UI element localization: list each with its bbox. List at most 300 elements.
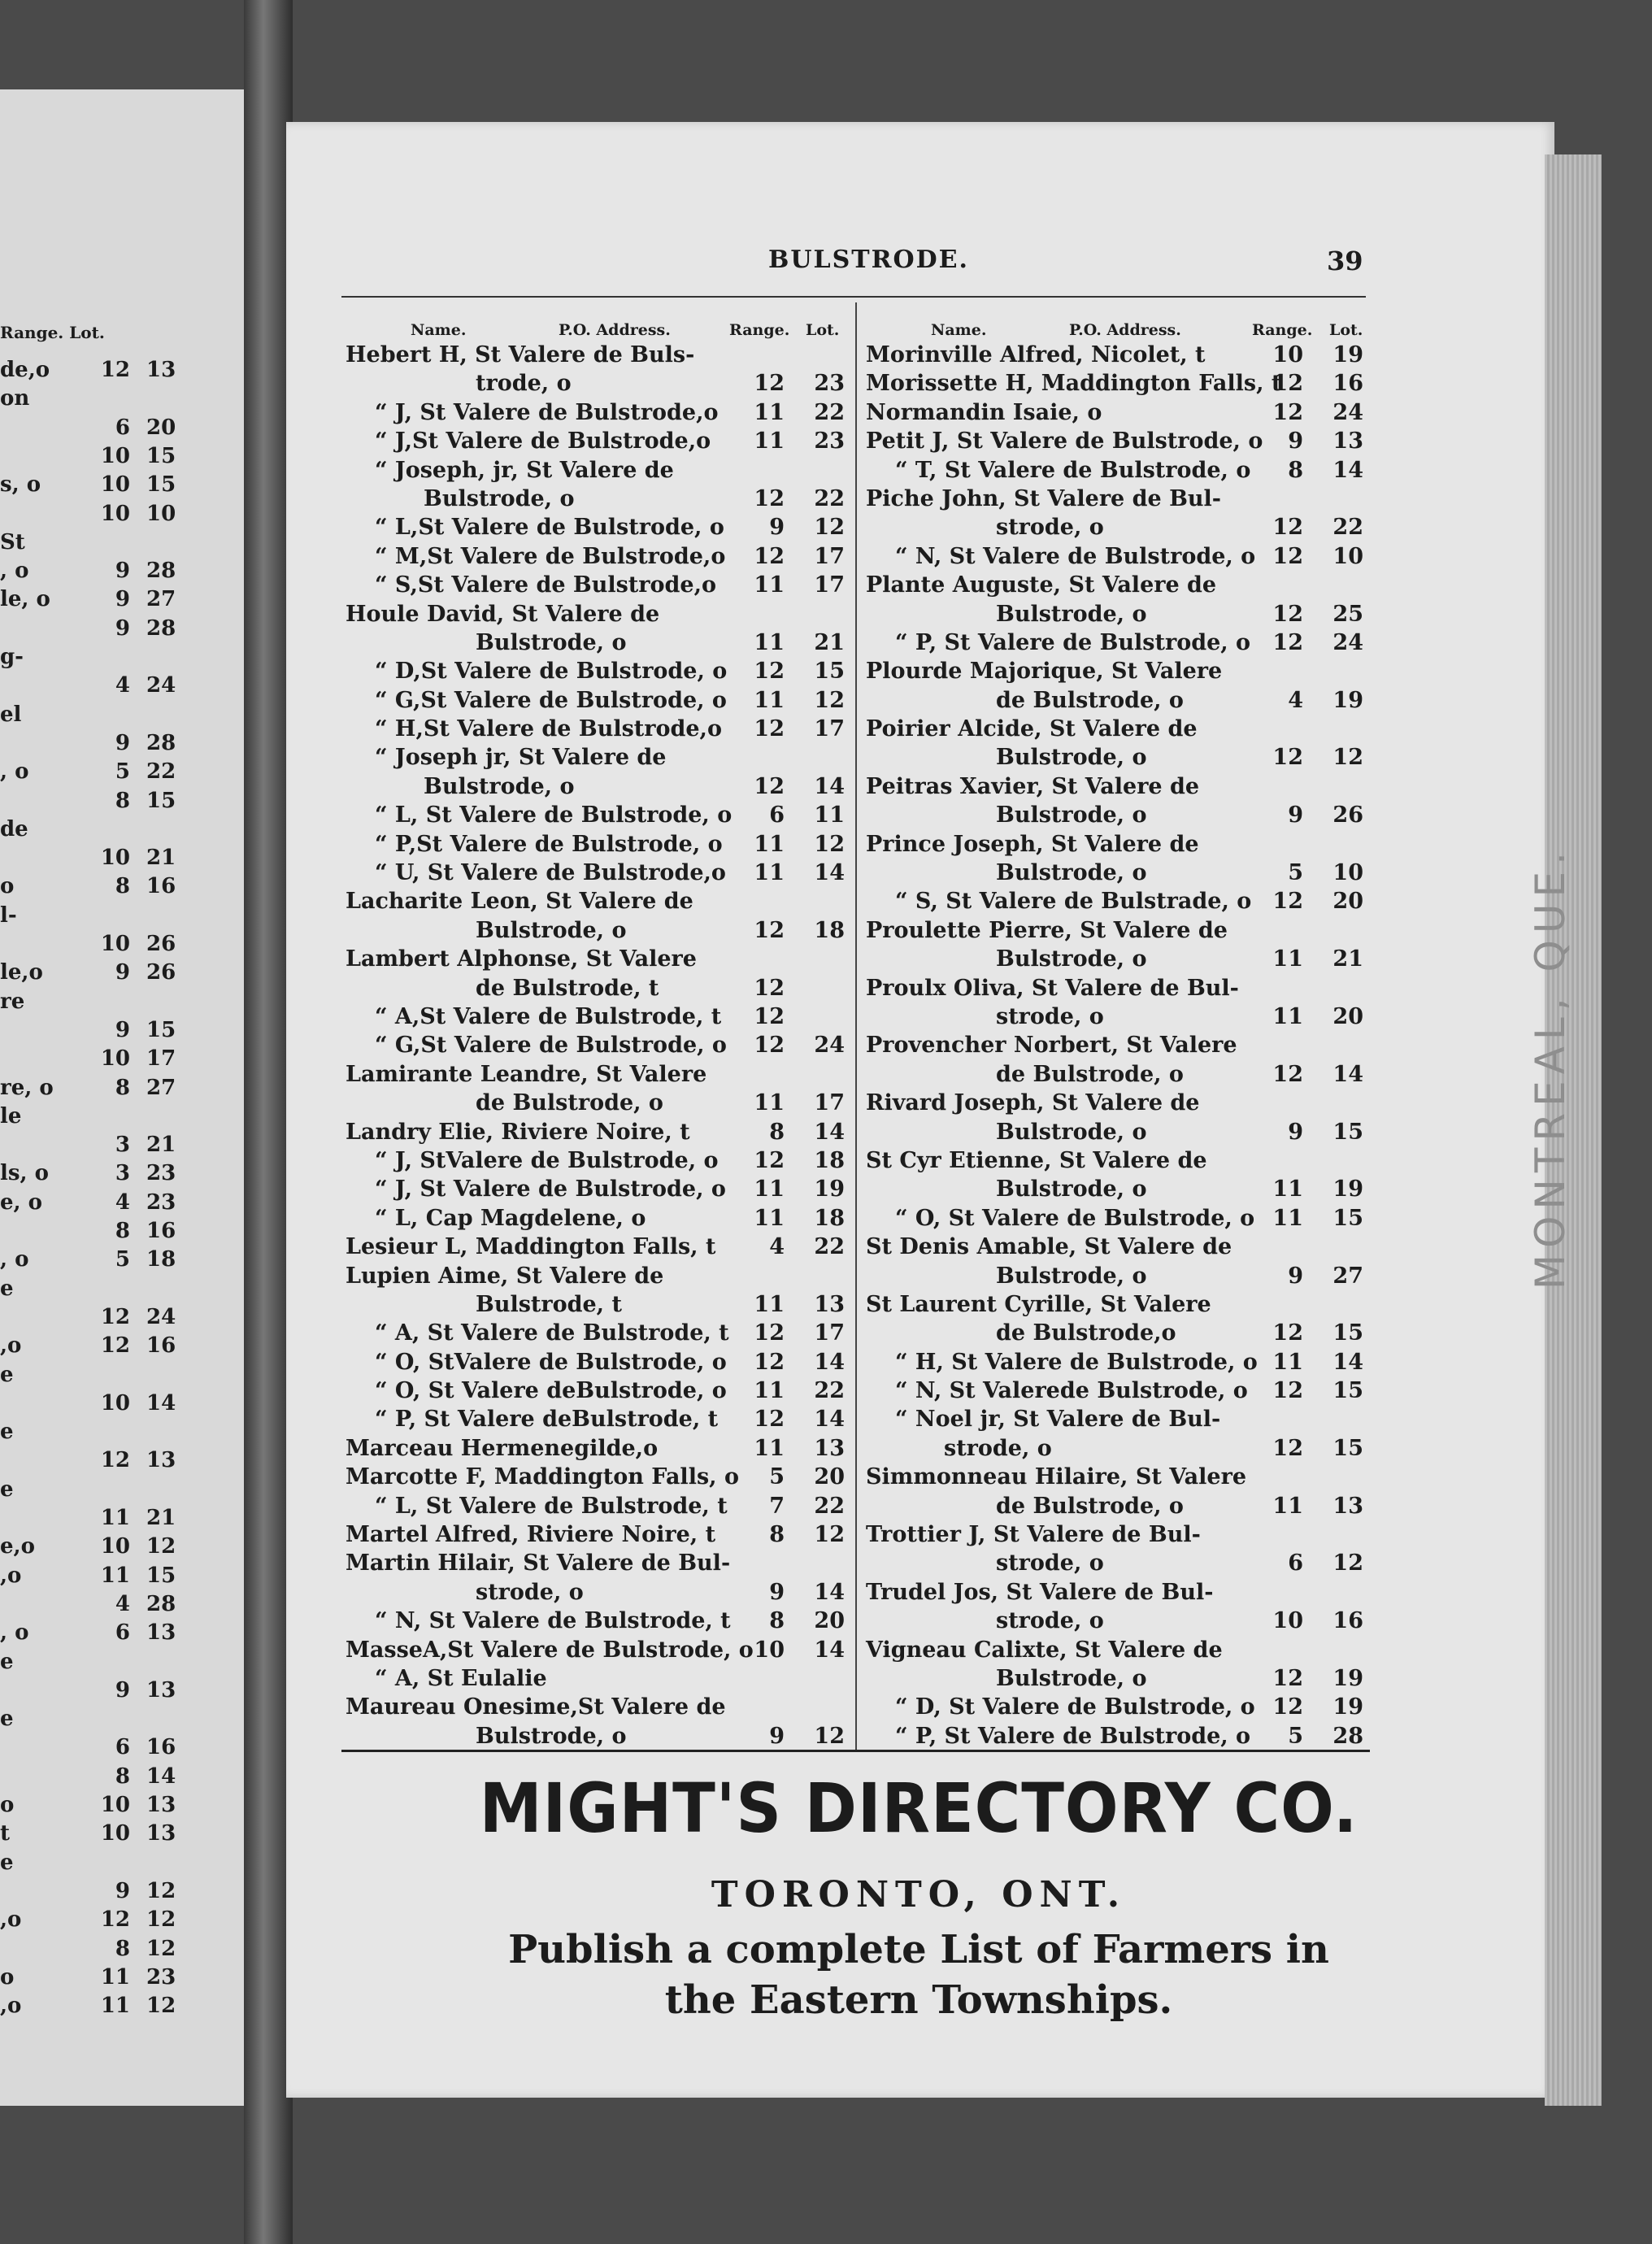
directory-entry (346, 830, 851, 859)
entry-range: 11 (754, 1205, 785, 1231)
entry-name: “ H, St Valere de Bulstrode, o (895, 1349, 1258, 1375)
entry-name: Proulx Oliva, St Valere de Bul- (866, 975, 1239, 1001)
entry-range: 5 (1288, 860, 1303, 886)
directory-entry (346, 1549, 851, 1607)
entry-range: 12 (754, 975, 785, 1001)
left-row-lot: 14 (146, 1390, 176, 1416)
entry-range: 11 (754, 629, 785, 655)
entry-continuation: de Bulstrode, o (476, 1090, 663, 1116)
entry-name: Lamirante Leandre, St Valere (346, 1061, 707, 1087)
left-row-name: o (0, 1964, 15, 1990)
entry-range: 11 (754, 1291, 785, 1317)
left-row-lot: 20 (146, 415, 176, 440)
entry-range: 12 (1272, 1378, 1303, 1404)
entry-range: 11 (1272, 1003, 1303, 1029)
entry-lot: 22 (1332, 515, 1363, 541)
left-row-lot: 13 (146, 1620, 176, 1646)
entry-range: 10 (754, 1637, 785, 1663)
entry-range: 12 (1272, 371, 1303, 397)
entry-name: Simmonneau Hilaire, St Valere (866, 1464, 1247, 1490)
left-row-name: ,o (0, 1333, 22, 1359)
left-row-range: 9 (115, 1017, 130, 1042)
left-page-row (0, 702, 244, 730)
left-row-lot: 23 (146, 1161, 176, 1186)
entry-name: “ L, St Valere de Bulstrode, o (375, 802, 733, 828)
header-range: Range. (1252, 321, 1313, 339)
entry-range: 12 (754, 485, 785, 511)
entry-range: 12 (1272, 889, 1303, 915)
entry-continuation: Bulstrode, o (996, 745, 1147, 771)
entry-name: “ G,St Valere de Bulstrode, o (375, 1033, 727, 1059)
entry-name: “ H,St Valere de Bulstrode,o (375, 716, 722, 742)
entry-lot: 17 (814, 1320, 845, 1346)
entry-name: St Laurent Cyrille, St Valere (866, 1291, 1211, 1317)
left-row-range: 9 (115, 615, 130, 641)
entry-lot: 13 (1332, 1493, 1363, 1519)
header-name: Name. (411, 321, 467, 339)
directory-entry (866, 1146, 1370, 1204)
entry-lot: 21 (1332, 946, 1363, 972)
entry-lot: 13 (814, 1435, 845, 1461)
entry-lot: 22 (814, 399, 845, 425)
left-page-row (0, 587, 244, 615)
left-page-row (0, 1678, 244, 1706)
left-row-range: 4 (115, 1189, 130, 1215)
entry-range: 12 (1272, 1665, 1303, 1691)
left-row-name: le (0, 1103, 22, 1129)
directory-entry (346, 859, 851, 887)
entry-range: 9 (769, 1579, 785, 1605)
left-page-column-header: Range. Lot. (0, 323, 105, 342)
entry-name: Martin Hilair, St Valere de Bul- (346, 1550, 731, 1576)
entry-lot: 15 (1332, 1205, 1363, 1231)
entry-range: 12 (1272, 1061, 1303, 1087)
entry-name: Morissette H, Maddington Falls, t (866, 371, 1282, 397)
left-row-lot: 27 (146, 1075, 176, 1100)
left-row-range: 10 (100, 443, 130, 468)
entry-name: Poirier Alcide, St Valere de (866, 716, 1198, 742)
entry-range: 12 (754, 917, 785, 943)
left-row-range: 10 (100, 846, 130, 871)
entry-name: Houle David, St Valere de (346, 601, 660, 627)
left-row-name: le,o (0, 960, 43, 985)
entry-range: 12 (1272, 399, 1303, 425)
directory-entry (866, 485, 1370, 542)
entry-range: 11 (754, 1176, 785, 1202)
left-page-row (0, 1937, 244, 1964)
left-page-row (0, 1707, 244, 1734)
directory-entry (866, 916, 1370, 974)
entry-lot: 18 (814, 1147, 845, 1173)
entry-lot: 15 (1332, 1320, 1363, 1346)
left-row-lot: 24 (146, 673, 176, 698)
left-row-name: g- (0, 645, 24, 669)
entry-lot: 17 (814, 543, 845, 569)
entry-name: Trottier J, St Valere de Bul- (866, 1522, 1201, 1548)
left-row-name: el (0, 702, 22, 727)
left-row-range: 8 (115, 1075, 130, 1100)
entry-lot: 14 (1332, 457, 1363, 483)
advert-line-2: the Eastern Townships. (664, 1977, 1173, 2023)
entry-name: Marceau Hermenegilde,o (346, 1435, 659, 1461)
entry-name: Trudel Jos, St Valere de Bul- (866, 1579, 1214, 1605)
entry-range: 12 (754, 659, 785, 685)
left-row-range: 6 (115, 1735, 130, 1760)
left-row-range: 5 (115, 759, 130, 785)
entry-name: “ N, St Valerede Bulstrode, o (895, 1378, 1248, 1404)
left-row-lot: 14 (146, 1763, 176, 1789)
entry-continuation: Bulstrode, o (476, 629, 627, 655)
left-row-range: 9 (115, 960, 130, 985)
directory-entry (346, 398, 851, 427)
advert-title: MIGHT'S DIRECTORY CO. (479, 1768, 1359, 1848)
entry-range: 4 (769, 1234, 785, 1260)
entry-continuation: trode, o (476, 371, 572, 397)
entry-range: 12 (754, 1147, 785, 1173)
left-page-row (0, 1735, 244, 1763)
entry-name: “ O, St Valere de Bulstrode, o (895, 1205, 1255, 1231)
directory-entry (866, 974, 1370, 1032)
left-row-lot: 13 (146, 358, 176, 382)
entry-name: “ P, St Valere de Bulstrode, o (895, 1723, 1251, 1749)
entry-name: “ A, St Valere de Bulstrode, t (375, 1320, 729, 1346)
entry-name: “ J, StValere de Bulstrode, o (375, 1147, 719, 1173)
entry-continuation: Bulstrode, o (996, 1263, 1147, 1289)
left-page-row (0, 874, 244, 902)
entry-lot: 28 (1332, 1723, 1363, 1749)
entry-range: 8 (1288, 457, 1303, 483)
left-page-row (0, 1879, 244, 1907)
entries-list (866, 341, 1370, 1750)
left-row-name: e (0, 1649, 14, 1674)
entry-lot: 11 (814, 802, 845, 828)
entry-range: 11 (754, 572, 785, 598)
entry-lot: 14 (814, 1349, 845, 1375)
entry-range: 8 (769, 1522, 785, 1548)
left-row-range: 9 (115, 1677, 130, 1703)
entry-range: 12 (754, 371, 785, 397)
entry-range: 11 (754, 687, 785, 713)
entry-range: 9 (1288, 1263, 1303, 1289)
entry-name: “ N, St Valere de Bulstrode, o (895, 543, 1256, 569)
left-page-row (0, 530, 244, 558)
entry-range: 7 (769, 1493, 785, 1519)
left-row-range: 8 (115, 874, 130, 899)
left-page-row (0, 1506, 244, 1533)
entry-name: Prince Joseph, St Valere de (866, 831, 1199, 857)
directory-entry (346, 1233, 851, 1261)
entry-range: 11 (1272, 946, 1303, 972)
directory-entry (866, 341, 1370, 369)
left-row-lot: 28 (146, 1591, 176, 1616)
left-page-row (0, 932, 244, 959)
entry-range: 5 (1288, 1723, 1303, 1749)
entry-lot: 15 (1332, 1119, 1363, 1145)
left-page-row (0, 1821, 244, 1849)
entry-name: “ O, St Valere deBulstrode, o (375, 1378, 727, 1404)
entry-lot: 14 (814, 860, 845, 886)
entry-range: 10 (1272, 342, 1303, 367)
entry-name: “ A, St Eulalie (375, 1665, 547, 1691)
entry-range: 12 (754, 543, 785, 569)
left-page-row (0, 1305, 244, 1333)
entry-range: 11 (1272, 1493, 1303, 1519)
left-row-range: 8 (115, 788, 130, 813)
entry-lot: 14 (814, 1119, 845, 1145)
left-page-row (0, 1592, 244, 1620)
entry-range: 12 (754, 773, 785, 799)
entry-lot: 12 (814, 831, 845, 857)
column-headers (346, 321, 851, 341)
left-row-name: re, o (0, 1075, 54, 1100)
entry-lot: 23 (814, 428, 845, 454)
entry-continuation: Bulstrode, o (996, 802, 1147, 828)
left-row-lot: 26 (146, 932, 176, 956)
entry-name: Peitras Xavier, St Valere de (866, 773, 1200, 799)
entry-lot: 13 (1332, 428, 1363, 454)
entry-name: “ S,St Valere de Bulstrode,o (375, 572, 716, 598)
directory-column-2 (866, 321, 1370, 1750)
left-row-lot: 28 (146, 559, 176, 584)
directory-entry (866, 830, 1370, 888)
entry-lot: 19 (1332, 687, 1363, 713)
entries-list (346, 341, 851, 1750)
entry-name: Marcotte F, Maddington Falls, o (346, 1464, 739, 1490)
left-row-lot: 13 (146, 1677, 176, 1703)
entry-lot: 19 (1332, 1176, 1363, 1202)
entry-continuation: Bulstrode, o (424, 485, 575, 511)
left-row-lot: 21 (146, 1506, 176, 1530)
directory-entry (866, 398, 1370, 427)
entry-continuation: Bulstrode, o (996, 1176, 1147, 1202)
left-page-row (0, 1133, 244, 1160)
entry-lot: 12 (1332, 745, 1363, 771)
entry-continuation: strode, o (944, 1435, 1052, 1461)
left-row-range: 3 (115, 1161, 130, 1186)
left-row-lot: 18 (146, 1247, 176, 1272)
directory-entry (866, 1031, 1370, 1089)
advert-line-1: Publish a complete List of Farmers in (508, 1927, 1329, 1972)
directory-entry (346, 686, 851, 715)
entry-lot: 21 (814, 629, 845, 655)
entry-name: Proulette Pierre, St Valere de (866, 917, 1228, 943)
header-rule (341, 296, 1366, 298)
left-row-name: de (0, 816, 28, 842)
header-name: Name. (931, 321, 987, 339)
entry-lot: 19 (1332, 342, 1363, 367)
left-row-name: , o (0, 1620, 29, 1646)
entry-range: 4 (1288, 687, 1303, 713)
entry-lot: 14 (814, 1579, 845, 1605)
entry-range: 11 (754, 1090, 785, 1116)
left-page-row (0, 472, 244, 500)
entry-continuation: Bulstrode, o (476, 917, 627, 943)
advert-city: TORONTO, ONT. (711, 1874, 1127, 1916)
entry-range: 6 (1288, 1550, 1303, 1576)
entry-name: Lupien Aime, St Valere de (346, 1263, 664, 1289)
entry-range: 12 (1272, 1694, 1303, 1720)
left-row-lot: 27 (146, 587, 176, 612)
entry-lot: 23 (814, 371, 845, 397)
entry-lot: 12 (814, 515, 845, 541)
left-row-lot: 16 (146, 1735, 176, 1760)
left-row-name: on (0, 386, 30, 411)
left-page-row (0, 1650, 244, 1677)
directory-entry (346, 1520, 851, 1549)
entry-continuation: de Bulstrode, o (996, 687, 1184, 713)
entry-name: “ L, St Valere de Bulstrode, t (375, 1493, 728, 1519)
entry-range: 11 (754, 1378, 785, 1404)
left-row-name: ,o (0, 1563, 22, 1588)
left-page-row (0, 1391, 244, 1419)
directory-entry (346, 887, 851, 945)
left-row-range: 12 (100, 1448, 130, 1473)
directory-entry (346, 1060, 851, 1118)
directory-entry (346, 1664, 851, 1693)
left-row-lot: 22 (146, 759, 176, 785)
entry-lot: 22 (814, 1493, 845, 1519)
entry-name: “ P, St Valere deBulstrode, t (375, 1407, 719, 1433)
left-row-range: 10 (100, 1793, 130, 1817)
entry-range: 8 (769, 1119, 785, 1145)
left-page-fragment (0, 89, 244, 2106)
directory-entry (346, 513, 851, 541)
left-row-lot: 13 (146, 1821, 176, 1846)
left-page-row (0, 1563, 244, 1591)
left-row-lot: 15 (146, 1563, 176, 1588)
directory-entry (346, 801, 851, 829)
left-page-row (0, 1620, 244, 1648)
directory-entry (346, 1262, 851, 1320)
left-row-lot: 21 (146, 846, 176, 871)
entry-continuation: de Bulstrode,o (996, 1320, 1176, 1346)
left-page-row (0, 1448, 244, 1476)
entry-continuation: strode, o (996, 1003, 1104, 1029)
entry-name: Plourde Majorique, St Valere (866, 659, 1223, 685)
directory-entry (346, 1175, 851, 1203)
entry-name: “ Noel jr, St Valere de Bul- (895, 1407, 1221, 1433)
left-page-row (0, 1276, 244, 1304)
entry-lot: 12 (814, 1522, 845, 1548)
entry-continuation: strode, o (996, 1608, 1104, 1634)
left-row-range: 8 (115, 1763, 130, 1789)
entry-lot: 18 (814, 1205, 845, 1231)
left-row-name: , o (0, 559, 29, 584)
entry-range: 9 (769, 515, 785, 541)
directory-entry (346, 945, 851, 1002)
entry-lot: 18 (814, 917, 845, 943)
entry-lot: 20 (1332, 889, 1363, 915)
entry-range: 11 (754, 860, 785, 886)
left-row-lot: 17 (146, 1046, 176, 1072)
left-row-lot: 15 (146, 443, 176, 468)
left-row-name: ,o (0, 1994, 22, 2019)
directory-entry (866, 1405, 1370, 1463)
left-page-row (0, 1764, 244, 1792)
entry-continuation: Bulstrode, o (424, 773, 575, 799)
left-row-name: s, o (0, 472, 41, 498)
entry-lot: 10 (1332, 543, 1363, 569)
left-page-row (0, 444, 244, 472)
header-lot: Lot. (806, 321, 840, 339)
left-page-row (0, 673, 244, 701)
entry-name: “ D, St Valere de Bulstrode, o (895, 1694, 1255, 1720)
directory-entry (866, 1636, 1370, 1694)
left-row-lot: 15 (146, 788, 176, 813)
left-row-name: , o (0, 1247, 29, 1272)
left-row-lot: 28 (146, 730, 176, 755)
entry-name: “ O, StValere de Bulstrode, o (375, 1349, 727, 1375)
directory-entry (866, 772, 1370, 830)
left-row-name: e (0, 1707, 14, 1732)
directory-entry (346, 743, 851, 801)
directory-entry (866, 1463, 1370, 1520)
left-row-name: o (0, 874, 15, 899)
directory-entry (346, 1636, 851, 1664)
entry-name: “ J, St Valere de Bulstrode, o (375, 1176, 726, 1202)
left-row-name: , o (0, 759, 29, 785)
directory-entry (346, 341, 851, 398)
column-divider (855, 302, 857, 1750)
left-row-lot: 23 (146, 1189, 176, 1215)
left-page-row (0, 817, 244, 845)
entry-lot: 24 (1332, 399, 1363, 425)
entry-lot: 12 (814, 687, 845, 713)
entry-continuation: de Bulstrode, t (476, 975, 659, 1001)
entry-range: 12 (1272, 629, 1303, 655)
directory-entry (866, 456, 1370, 485)
left-row-name: t (0, 1821, 11, 1846)
directory-entry (346, 1031, 851, 1059)
entry-name: Lambert Alphonse, St Valere (346, 946, 697, 972)
left-row-range: 10 (100, 1390, 130, 1416)
entry-lot: 12 (1332, 1550, 1363, 1576)
entry-name: “ D,St Valere de Bulstrode, o (375, 659, 728, 685)
left-row-range: 6 (115, 1620, 130, 1646)
entry-name: Maureau Onesime,St Valere de (346, 1694, 726, 1720)
directory-entry (346, 1002, 851, 1031)
left-row-name: le, o (0, 587, 50, 612)
entry-name: St Denis Amable, St Valere de (866, 1234, 1232, 1260)
entry-range: 12 (1272, 543, 1303, 569)
left-row-range: 9 (115, 587, 130, 612)
left-row-range: 9 (115, 559, 130, 584)
left-row-name: e (0, 1476, 14, 1502)
left-page-row (0, 1477, 244, 1505)
entry-name: “ N, St Valere de Bulstrode, t (375, 1608, 731, 1634)
left-row-lot: 21 (146, 1133, 176, 1158)
left-row-lot: 28 (146, 615, 176, 641)
left-page-row (0, 616, 244, 644)
entry-name: Provencher Norbert, St Valere (866, 1033, 1237, 1059)
left-row-name: e (0, 1420, 14, 1445)
left-row-name: re (0, 989, 25, 1014)
entry-name: “ U, St Valere de Bulstrode,o (375, 860, 726, 886)
directory-entry (346, 1463, 851, 1491)
left-page-row (0, 1907, 244, 1935)
entry-range: 9 (1288, 802, 1303, 828)
directory-entry (866, 887, 1370, 915)
left-row-range: 9 (115, 1878, 130, 1903)
left-row-lot: 24 (146, 1304, 176, 1329)
entry-range: 12 (1272, 1320, 1303, 1346)
directory-entry (346, 542, 851, 571)
left-row-range: 10 (100, 1821, 130, 1846)
left-row-name: e (0, 1276, 14, 1301)
left-page-row (0, 1161, 244, 1189)
entry-lot: 27 (1332, 1263, 1363, 1289)
left-page-row (0, 1534, 244, 1562)
